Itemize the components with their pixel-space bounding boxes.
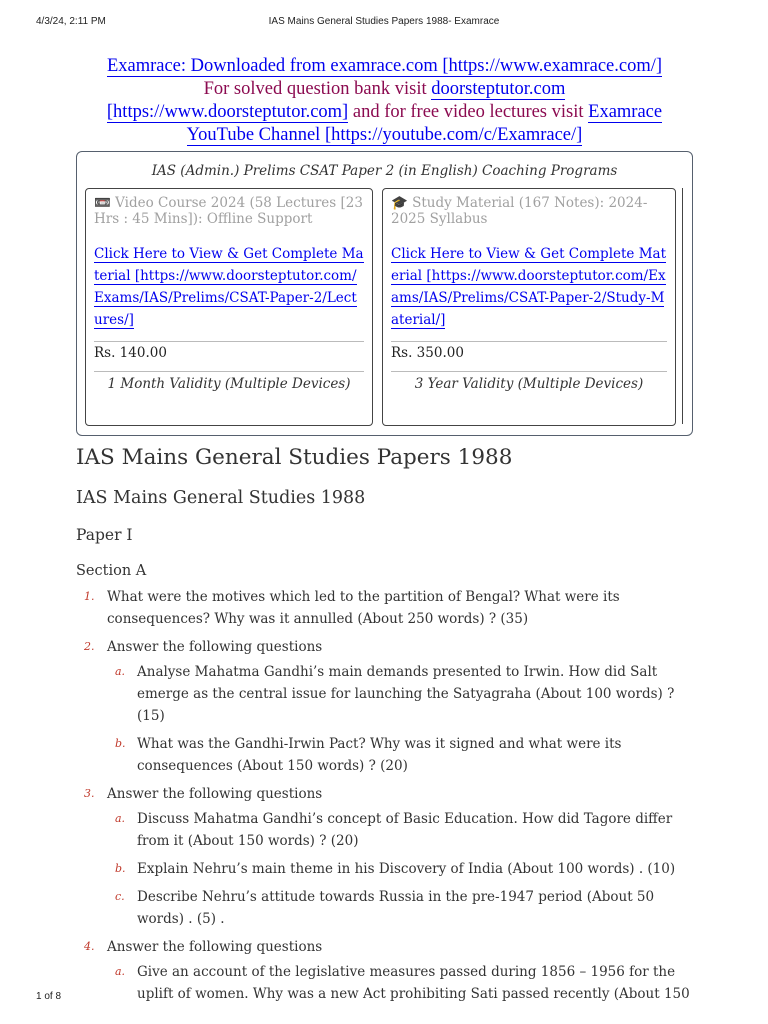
graduation-cap-icon: 🎓	[391, 195, 408, 211]
question-list	[76, 586, 696, 1011]
sub-question-text: Discuss Mahatma Gandhi’s concept of Basic Education. How did Tagore differ from it (About 150 words) ? (20)	[137, 811, 673, 849]
list-item	[107, 858, 696, 880]
promo-banner	[76, 55, 693, 147]
study-material-card	[382, 188, 676, 426]
page-title: IAS Mains General Studies Papers 1988	[76, 445, 513, 470]
youtube-channel-link[interactable]: YouTube Channel [https://youtube.com/c/Examrace/]	[186, 125, 583, 145]
promo-video-text: and for free video lectures visit	[348, 102, 589, 122]
examrace-link[interactable]: Examrace: Downloaded from examrace.com [https://www.examrace.com/]	[106, 56, 663, 76]
question-number: 2.	[84, 640, 95, 653]
question-number: 3.	[84, 787, 95, 800]
card-divider	[682, 188, 683, 424]
card-validity: 3 Year Validity (Multiple Devices)	[391, 371, 667, 392]
list-item	[76, 936, 696, 1005]
question-number: 4.	[84, 940, 95, 953]
doorsteptutor-url-link[interactable]: [https://www.doorsteptutor.com]	[106, 102, 349, 122]
sub-question-letter: a.	[115, 665, 126, 678]
card-heading-text: Study Material (167 Notes): 2024-2025 Syllabus	[391, 195, 648, 227]
list-item	[76, 586, 696, 630]
page-subtitle: IAS Mains General Studies 1988	[76, 488, 366, 508]
video-course-link[interactable]: Click Here to View & Get Complete Material [https://www.doorsteptutor.com/Exams/IAS/Prelims/CSAT-Paper-2/Lectures/]	[94, 246, 364, 328]
coaching-programs-box	[76, 151, 693, 436]
sub-question-letter: c.	[115, 890, 125, 903]
page-counter: 1 of 8	[36, 991, 62, 1002]
question-text: Answer the following questions	[107, 786, 323, 802]
list-item	[107, 961, 696, 1005]
paper-heading: Paper I	[76, 526, 133, 544]
video-course-card	[85, 188, 373, 426]
sub-question-text: What was the Gandhi-Irwin Pact? Why was it signed and what were its consequences (About 150 words) ? (20)	[137, 736, 622, 774]
section-heading: Section A	[76, 563, 147, 579]
question-text: What were the motives which led to the partition of Bengal? What were its consequences? Why was it annulled (About 250 words) ? (35)	[107, 589, 620, 627]
card-validity: 1 Month Validity (Multiple Devices)	[94, 371, 364, 392]
sub-question-list	[107, 661, 696, 777]
list-item	[107, 733, 696, 777]
sub-question-text: Give an account of the legislative measures passed during 1856 – 1956 for the uplift of women. Why was a new Act prohibiting Sati passed recently (About 150	[137, 964, 690, 1002]
card-heading	[391, 195, 667, 227]
card-link-wrap	[94, 243, 364, 331]
sub-question-letter: a.	[115, 965, 126, 978]
question-text: Answer the following questions	[107, 939, 323, 955]
card-link-wrap	[391, 243, 667, 331]
card-heading	[94, 195, 364, 227]
sub-question-list	[107, 961, 696, 1005]
card-price: Rs. 140.00	[94, 341, 364, 361]
sub-question-text: Analyse Mahatma Gandhi’s main demands presented to Irwin. How did Salt emerge as the central issue for launching the Satyagraha (About 100 words) ? (15)	[137, 664, 675, 724]
sub-question-text: Explain Nehru’s main theme in his Discovery of India (About 100 words) . (10)	[137, 861, 676, 877]
study-material-link[interactable]: Click Here to View & Get Complete Material [https://www.doorsteptutor.com/Exams/IAS/Prelims/CSAT-Paper-2/Study-Material/]	[391, 246, 667, 328]
sub-question-letter: b.	[115, 737, 126, 750]
list-item	[76, 636, 696, 777]
list-item	[107, 808, 696, 852]
sub-question-list	[107, 808, 696, 930]
examrace-channel-link[interactable]: Examrace	[588, 102, 663, 122]
doorsteptutor-link[interactable]: doorsteptutor.com	[431, 79, 566, 99]
sub-question-letter: a.	[115, 812, 126, 825]
video-icon: 📼	[94, 195, 111, 211]
sub-question-letter: b.	[115, 862, 126, 875]
question-text: Answer the following questions	[107, 639, 323, 655]
coaching-title: IAS (Admin.) Prelims CSAT Paper 2 (in English) Coaching Programs	[151, 163, 618, 179]
card-price: Rs. 350.00	[391, 341, 667, 361]
print-page-title: IAS Mains General Studies Papers 1988- Examrace	[268, 16, 500, 27]
card-heading-text: Video Course 2024 (58 Lectures [23 Hrs : 45 Mins]): Offline Support	[94, 195, 363, 227]
list-item	[107, 886, 696, 930]
list-item	[76, 783, 696, 930]
sub-question-text: Describe Nehru’s attitude towards Russia in the pre-1947 period (About 50 words) . (5) .	[137, 889, 655, 927]
question-number: 1.	[84, 590, 95, 603]
list-item	[107, 661, 696, 727]
print-datetime: 4/3/24, 2:11 PM	[36, 16, 106, 27]
promo-question-bank-text: For solved question bank visit	[203, 79, 432, 99]
